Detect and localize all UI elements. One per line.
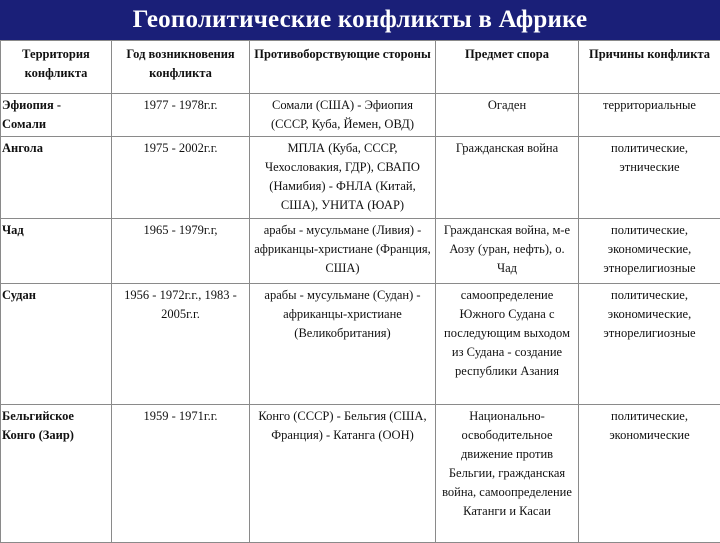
- page-title: Геополитические конфликты в Африке: [133, 6, 588, 34]
- cell-territory: Бельгийское Конго (Заир): [1, 405, 112, 543]
- cell-year: 1975 - 2002г.г.: [112, 137, 250, 219]
- cell-subject: Огаден: [436, 94, 579, 137]
- header-sides: Противоборствующие стороны: [250, 41, 436, 94]
- cell-sides: арабы - мусульмане (Судан) - африканцы-христиане (Великобритания): [250, 284, 436, 405]
- cell-subject: Гражданская война, м-е Аозу (уран, нефть), о. Чад: [436, 219, 579, 284]
- cell-territory: Эфиопия - Сомали: [1, 94, 112, 137]
- cell-causes: политические, экономические, этнорелигиозные: [579, 219, 720, 284]
- table-row: [1, 219, 720, 284]
- cell-sides: Конго (СССР) - Бельгия (США, Франция) - Катанга (ООН): [250, 405, 436, 543]
- cell-causes: политические, экономические, этнорелигиозные: [579, 284, 720, 405]
- title-bar: [0, 0, 720, 40]
- cell-year: 1977 - 1978г.г.: [112, 94, 250, 137]
- header-year: Год возникновения конфликта: [112, 41, 250, 94]
- cell-causes: территориальные: [579, 94, 720, 137]
- header-row: [1, 41, 720, 94]
- table-row: [1, 137, 720, 219]
- table-row: [1, 284, 720, 405]
- cell-sides: Сомали (США) - Эфиопия (СССР, Куба, Йемен, ОВД): [250, 94, 436, 137]
- cell-territory: Чад: [1, 219, 112, 284]
- cell-causes: политические, этнические: [579, 137, 720, 219]
- cell-year: 1959 - 1971г.г.: [112, 405, 250, 543]
- table-row: [1, 405, 720, 543]
- cell-year: 1956 - 1972г.г., 1983 - 2005г.г.: [112, 284, 250, 405]
- header-territory: Территория конфликта: [1, 41, 112, 94]
- cell-sides: арабы - мусульмане (Ливия) - африканцы-христиане (Франция, США): [250, 219, 436, 284]
- cell-territory: Судан: [1, 284, 112, 405]
- cell-subject: Гражданская война: [436, 137, 579, 219]
- header-subject: Предмет спора: [436, 41, 579, 94]
- cell-year: 1965 - 1979г.г,: [112, 219, 250, 284]
- header-causes: Причины конфликта: [579, 41, 720, 94]
- cell-causes: политические, экономические: [579, 405, 720, 543]
- cell-sides: МПЛА (Куба, СССР, Чехословакия, ГДР), СВАПО (Намибия) - ФНЛА (Китай, США), УНИТА (ЮАР): [250, 137, 436, 219]
- cell-territory: Ангола: [1, 137, 112, 219]
- conflicts-table: [0, 40, 720, 543]
- cell-subject: Национально-освободительное движение против Бельгии, гражданская война, самоопределение Катанги и Касаи: [436, 405, 579, 543]
- cell-subject: самоопределение Южного Судана с последующим выходом из Судана - создание республики Азания: [436, 284, 579, 405]
- table-row: [1, 94, 720, 137]
